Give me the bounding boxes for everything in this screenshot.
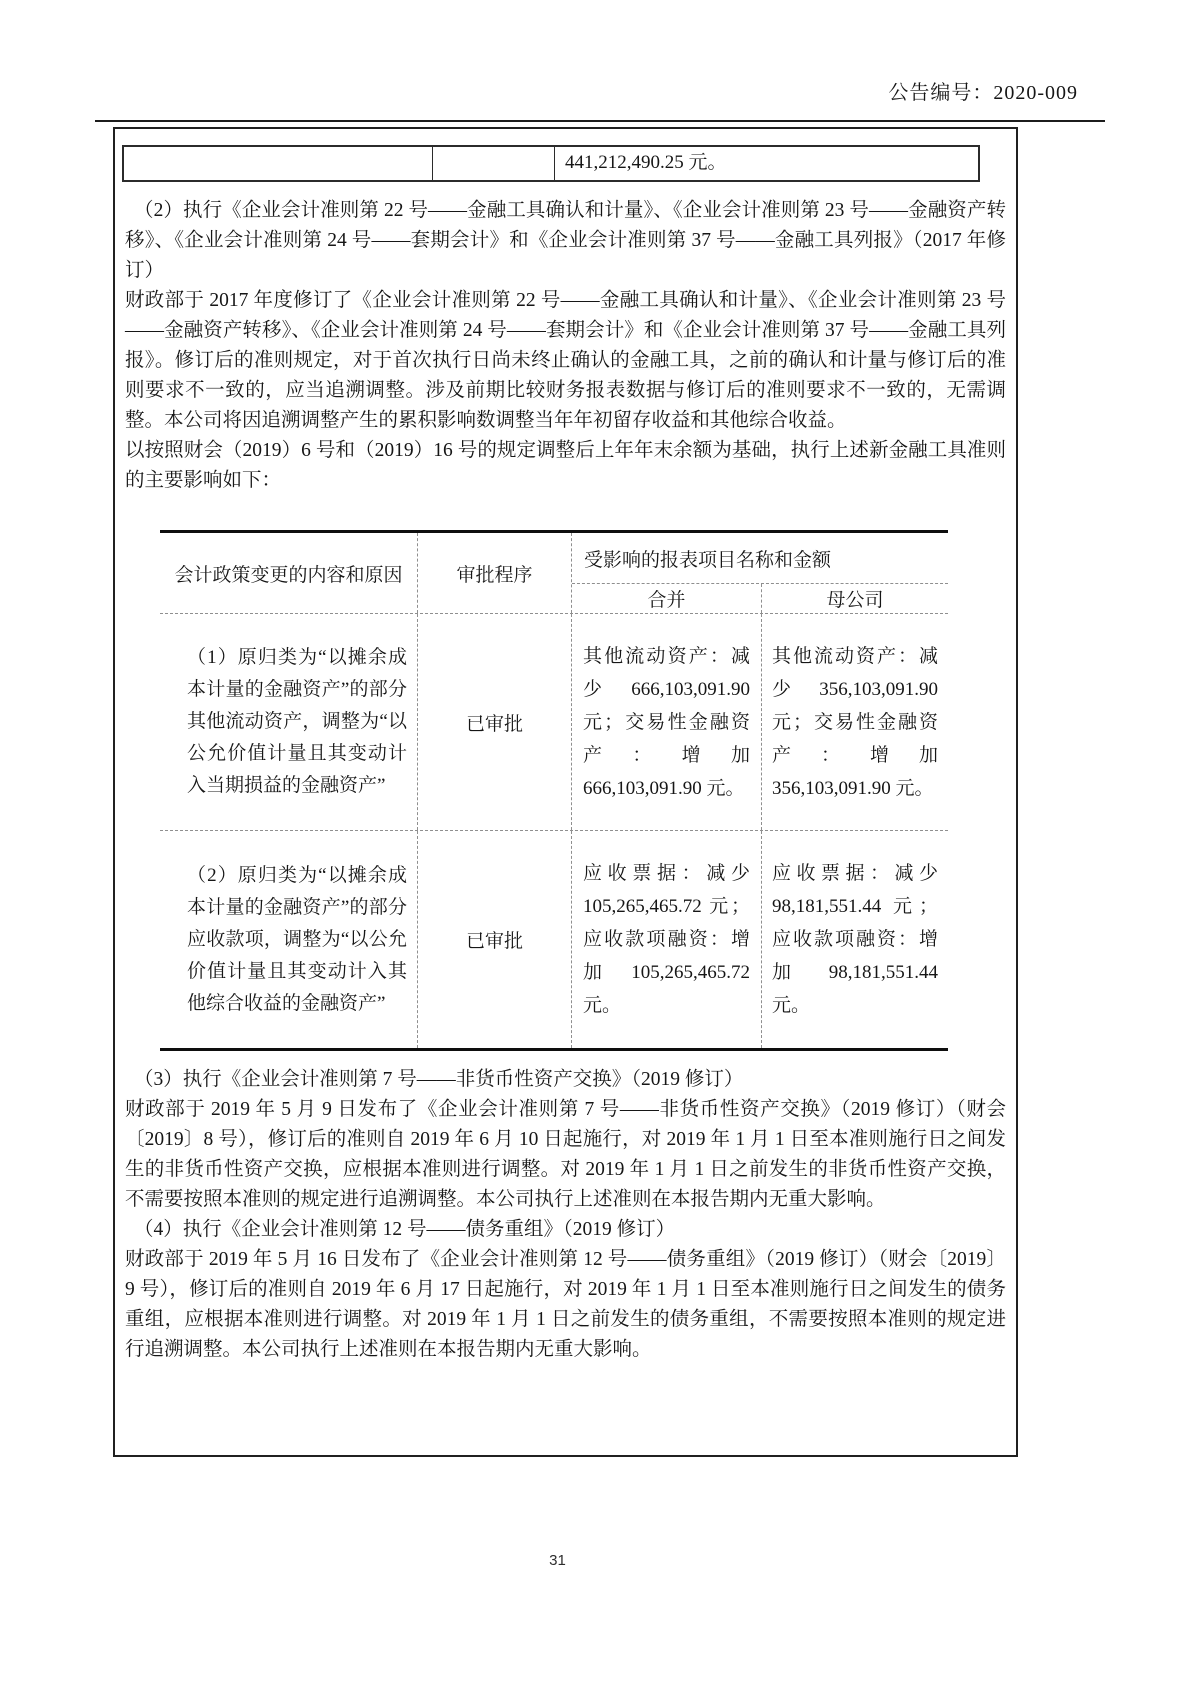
section-4-title: （4）执行《企业会计准则第 12 号——债务重组》（2019 修订） — [134, 1219, 676, 1240]
row-1-change-cell: （1）原归类为“以摊余成本计量的金融资产”的部分其他流动资产，调整为“以公允价值计量且其变动计入当期损益的金融资产” — [160, 614, 418, 830]
row-2-consolidated-cell: 应收票据：减少 105,265,465.72 元；应收款项融资：增加 105,265,465.72 元。 — [572, 831, 762, 1048]
impact-table-header — [160, 533, 948, 613]
section-3-title: （3）执行《企业会计准则第 7 号——非货币性资产交换》（2019 修订） — [134, 1069, 744, 1090]
carryover-cell-empty-1 — [124, 147, 433, 180]
section-2-basis: 以按照财会（2019）6 号和（2019）16 号的规定调整后上年年末余额为基础，执行上述新金融工具准则的主要影响如下： — [125, 440, 1006, 491]
table-row — [160, 613, 948, 830]
row-2-change-cell: （2）原归类为“以摊余成本计量的金融资产”的部分应收款项，调整为“以公允价值计量且其变动计入其他综合收益的金融资产” — [160, 831, 418, 1048]
content-frame — [113, 127, 1018, 1457]
section-2-text — [125, 196, 1006, 496]
section-4-body: 财政部于 2019 年 5 月 16 日发布了《企业会计准则第 12 号——债务重组》（2019 修订）（财会〔2019〕9 号），修订后的准则自 2019 年 6 月 17 日起施行，对 2019 年 1 月 1 日至本准则施行日之间发生的债务重组，应根据本准则进行调整。对 2019 年 1 月 1 日之前发生的债务重组，不需要按照本准则的规定进行追溯调整。本公司执行上述准则在本报告期内无重大影响。 — [125, 1249, 1006, 1360]
row-2-parent-cell: 应收票据：减少 98,181,551.44 元；应收款项融资：增加 98,181,551.44 元。 — [772, 863, 938, 1016]
row-1-approval-cell: 已审批 — [418, 614, 572, 830]
section-3-4-text — [125, 1065, 1006, 1365]
header-consolidated: 合并 — [572, 584, 762, 613]
row-1-consolidated-cell: 其他流动资产：减少 666,103,091.90 元；交易性金融资产：增加 666,103,091.90 元。 — [572, 614, 762, 830]
row-2-approval-cell: 已审批 — [418, 831, 572, 1048]
header-affected-items: 受影响的报表项目名称和金额 — [584, 549, 832, 571]
row-1-parent-cell: 其他流动资产：减少 356,103,091.90 元；交易性金融资产：增加 356,103,091.90 元。 — [772, 645, 938, 799]
header-affected-group — [572, 533, 948, 613]
table-row — [160, 830, 948, 1048]
header-parent-company: 母公司 — [826, 590, 884, 611]
header-approval: 审批程序 — [418, 533, 572, 613]
carryover-cell-empty-2 — [433, 147, 555, 180]
impact-table — [160, 530, 948, 1051]
header-policy-change: 会计政策变更的内容和原因 — [160, 533, 418, 613]
header-subrow — [572, 583, 948, 613]
carryover-table — [122, 145, 980, 182]
carryover-amount-cell: 441,212,490.25 元。 — [564, 152, 727, 173]
header-rule — [95, 120, 1105, 122]
section-3-body: 财政部于 2019 年 5 月 9 日发布了《企业会计准则第 7 号——非货币性资产交换》（2019 修订）（财会〔2019〕8 号），修订后的准则自 2019 年 6 月 10 日起施行，对 2019 年 1 月 1 日至本准则施行日之间发生的非货币性资产交换，应根据本准则进行调整。对 2019 年 1 月 1 日之前发生的非货币性资产交换，不需要按照本准则的规定进行追溯调整。本公司执行上述准则在本报告期内无重大影响。 — [125, 1099, 1006, 1210]
section-2-body: 财政部于 2017 年度修订了《企业会计准则第 22 号——金融工具确认和计量》、《企业会计准则第 23 号——金融资产转移》、《企业会计准则第 24 号——套期会计》和《企业会计准则第 37 号——金融工具列报》。修订后的准则规定，对于首次执行日尚未终止确认的金融工具，之前的确认和计量与修订后的准则要求不一致的，应当追溯调整。涉及前期比较财务报表数据与修订后的准则要求不一致的，无需调整。本公司将因追溯调整产生的累积影响数调整当年年初留存收益和其他综合收益。 — [125, 290, 1006, 431]
section-2-title: （2）执行《企业会计准则第 22 号——金融工具确认和计量》、《企业会计准则第 23 号——金融资产转移》、《企业会计准则第 24 号——套期会计》和《企业会计准则第 37 号——金融工具列报》（2017 年修订） — [125, 200, 1006, 281]
announcement-number: 公告编号：2020-009 — [888, 82, 1078, 104]
page-number: 31 — [549, 1552, 566, 1569]
